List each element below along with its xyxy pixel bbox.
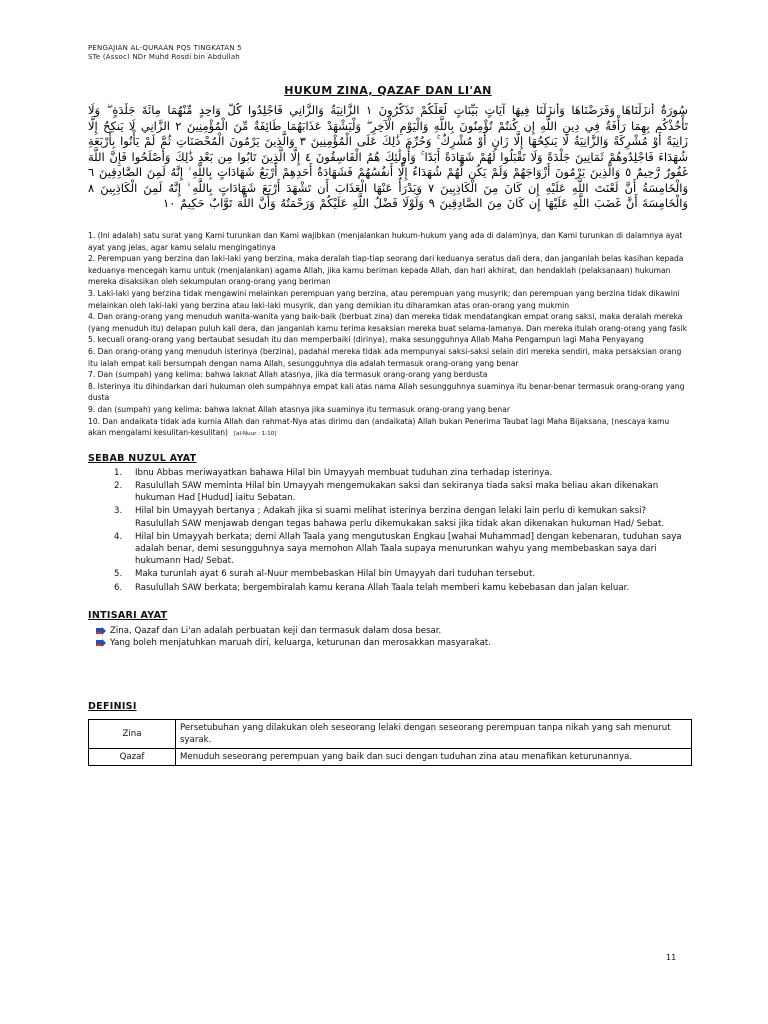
item-text: Rasulullah SAW meminta Hilal bin Umayyah mengemukakan saksi dan sekiranya tiada saksi maka beliau akan dikenakan hukuman Had [Hudud] iaitu Sebatan. — [135, 480, 659, 504]
header-author: STe (Assoc) NDr Muhd Rosdi bin Abdullah — [88, 53, 240, 61]
translation-verse: 2. Perempuan yang berzina dan laki-laki yang berzina, maka deralah tiap-tiap seorang dari keduanya seratus dali dera, dan janganlah belas kasihan kepada keduanya mencegah kamu untuk (menjalankan) agama Allah, jika kamu beriman kepada Allah, dan hari akhirat, dan hendaklah (pelaksanaan) hukuman mereka disaksikan oleh sekumpulan orang-orang yang beriman — [88, 254, 684, 287]
translation-verse: 6. Dan orang-orang yang menuduh isterinya (berzina), padahal mereka tidak ada mempunyai saksi-saksi selain diri mereka sendiri, maka persaksian orang itu ialah empat kali bersumpah dengan nama Allah, sesungguhnya dia adalah termasuk orang-orang yang benar — [88, 346, 682, 368]
list-item — [88, 480, 688, 504]
translation-verse-text: 10. Dan andaikata tidak ada kurnia Allah dan rahmat-Nya atas dirimu dan (andaikata) Allah bukan Penerima Taubat lagi Maha Bijaksana, (nescaya kamu akan mengalami kesulitan-kesulitan) — [88, 416, 670, 438]
term-cell: Qazaf — [89, 748, 176, 765]
sebab-list — [88, 467, 688, 594]
list-item — [88, 467, 688, 479]
header-course: PENGAJIAN AL-QURAAN PQS TINGKATAN 5 — [88, 44, 242, 52]
translation-verse — [88, 416, 688, 441]
item-text: Zina, Qazaf dan Li'an adalah perbuatan keji dan termasuk dalam dosa besar. — [110, 625, 442, 636]
list-item — [88, 582, 688, 594]
item-number: 3. — [114, 506, 123, 517]
list-item — [88, 637, 688, 649]
translation-verse: 8. Isterinya itu dihindarkan dari hukuman oleh sumpahnya empat kali atas nama Allah sesungguhnya suaminya itu benar-benar termasuk orang-orang yang dusta — [88, 381, 685, 403]
page-number: 11 — [666, 953, 677, 962]
definition-cell: Persetubuhan yang dilakukan oleh seseorang lelaki dengan seseorang perempuan tanpa nikah yang sah menurut syarak. — [176, 719, 692, 748]
table-row — [89, 719, 692, 748]
list-item — [88, 568, 688, 580]
translation-block — [88, 230, 688, 441]
item-text: Maka turunlah ayat 6 surah al-Nuur membebaskan Hilal bin Umayyah dari tuduhan tersebut. — [135, 569, 536, 580]
item-text: Yang boleh menjatuhkan maruah diri, keluarga, keturunan dan merosakkan masyarakat. — [110, 637, 491, 648]
arrow-bullet-icon — [96, 627, 106, 635]
translation-verse: 9. dan (sumpah) yang kelima: bahwa laknat Allah atasnya jika suaminya itu termasuk orang-orang yang benar — [88, 404, 510, 414]
item-number: 5. — [114, 569, 123, 580]
translation-verse: 1. (Ini adalah) satu surat yang Kami turunkan dan Kami wajibkan (menjalankan hukum-hukum yang ada di dalam)nya, dan Kami turunkan di dalamnya ayat ayat yang jelas, agar kamu selalu mengingatinya — [88, 231, 683, 252]
running-header — [88, 44, 688, 62]
list-item — [88, 505, 688, 529]
item-text: Ibnu Abbas meriwayatkan bahawa Hilal bin Umayyah membuat tuduhan zina terhadap isterinya. — [135, 467, 553, 478]
item-number: 6. — [114, 582, 123, 593]
term-cell: Zina — [89, 719, 176, 748]
intisari-list — [88, 625, 688, 649]
definisi-section — [88, 701, 688, 766]
item-number: 1. — [114, 467, 123, 478]
translation-verse: 4. Dan orang-orang yang menuduh wanita-wanita yang baik-baik (berbuat zina) dan mereka tidak mendatangkan empat orang saksi, maka deralah mereka (yang menuduh itu) delapan puluh kali dera, dan janganlah kamu terima kesaksian mereka buat selama-lamanya. Dan mereka itulah orang-orang yang fasik — [88, 312, 688, 333]
document-page — [88, 44, 688, 766]
sebab-nuzul-section — [88, 453, 688, 594]
translation-verse: 3. Laki-laki yang berzina tidak mengawini melainkan perempuan yang berzina, atau perempuan yang musyrik; dan perempuan yang berzina tidak dikawini melainkan oleh laki-laki yang berzina atau laki-laki musyrik, dan yang demikian itu diharamkan atas oran-orang yang mukmin — [88, 288, 680, 310]
surah-reference: [al-Nuur : 1-10] — [234, 431, 277, 438]
list-item — [88, 625, 688, 637]
intisari-section — [88, 610, 688, 649]
item-text: Hilal bin Umayyah bertanya ; Adakah jika si suami melihat isterinya berzina dengan lelaki lain perlu di kemukan saksi? Rasulullah SAW menjawab dengan tegas bahawa perlu dikemukakan saksi jika tidak akan dikenakan hukuman Had/ Sebat. — [135, 506, 665, 529]
table-row — [89, 748, 692, 765]
translation-verse: 7. Dan (sumpah) yang kelima: bahwa laknat Allah atasnya, jika dia termasuk orang-orang yang berdusta — [88, 370, 488, 380]
section-heading: DEFINISI — [88, 700, 137, 712]
page-title: HUKUM ZINA, QAZAF DAN LI'AN — [284, 84, 492, 97]
definition-table — [88, 719, 692, 766]
item-number: 4. — [114, 531, 123, 542]
arrow-bullet-icon — [96, 639, 106, 647]
list-item — [88, 531, 688, 568]
item-number: 2. — [114, 480, 123, 491]
item-text: Hilal bin Umayyah berkata; demi Allah Taala yang mengutuskan Engkau [wahai Muhammad] dengan kebenaran, tuduhan saya adalah benar, demi sesungguhnya saya memohon Allah Taala supaya menurunkan wahyu yang membebaskan saya dari hukumann Had/ Sebat. — [135, 531, 682, 567]
translation-verse: 5. kecuali orang-orang yang bertaubat sesudah itu dan memperbaiki (dirinya), maka sesungguhnya Allah Maha Pengampun lagi Maha Penyayang — [88, 335, 644, 345]
section-heading: SEBAB NUZUL AYAT — [88, 452, 197, 464]
section-heading: INTISARI AYAT — [88, 609, 168, 621]
item-text: Rasulullah SAW berkata; bergembiralah kamu kerana Allah Taala telah memberi kamu kebebasan dan jalan keluar. — [135, 582, 630, 593]
arabic-verses: سُورَةٌ أَنزَلْنَاهَا وَفَرَضْنَاهَا وَأَنزَلْنَا فِيهَا آيَاتٍ بَيِّنَاتٍ لَّعَلَّكُمْ تَذَكَّرُونَ ١ الزَّانِيَةُ وَالزَّانِي فَاجْلِدُوا كُلَّ وَاحِدٍ مِّنْهُمَا مِائَةَ جَلْدَةٍ ۖ وَلَا تَأْخُذْكُم بِهِمَا رَأْفَةٌ فِي دِينِ اللَّهِ إِن كُنتُمْ تُؤْمِنُونَ بِاللَّهِ وَالْيَوْمِ الْآخِرِ ۖ وَلْيَشْهَدْ عَذَابَهُمَا طَائِفَةٌ مِّنَ الْمُؤْمِنِينَ ٢ الزَّانِي لَا يَنكِحُ إِلَّا زَانِيَةً أَوْ مُشْرِكَةً وَالزَّانِيَةُ لَا يَنكِحُهَا إِلَّا زَانٍ أَوْ مُشْرِكٌ ۚ وَحُرِّمَ ذَٰلِكَ عَلَى الْمُؤْمِنِينَ ٣ وَالَّذِينَ يَرْمُونَ الْمُحْصَنَاتِ ثُمَّ لَمْ يَأْتُوا بِأَرْبَعَةِ شُهَدَاءَ فَاجْلِدُوهُمْ ثَمَانِينَ جَلْدَةً وَلَا تَقْبَلُوا لَهُمْ شَهَادَةً أَبَدًا ۚ وَأُولَٰئِكَ هُمُ الْفَاسِقُونَ ٤ إِلَّا الَّذِينَ تَابُوا مِن بَعْدِ ذَٰلِكَ وَأَصْلَحُوا فَإِنَّ اللَّهَ غَفُورٌ رَّحِيمٌ ٥ وَالَّذِينَ يَرْمُونَ أَزْوَاجَهُمْ وَلَمْ يَكُن لَّهُمْ شُهَدَاءُ إِلَّا أَنفُسُهُمْ فَشَهَادَةُ أَحَدِهِمْ أَرْبَعُ شَهَادَاتٍ بِاللَّهِ ۙ إِنَّهُ لَمِنَ الصَّادِقِينَ ٦ وَالْخَامِسَةُ أَنَّ لَعْنَتَ اللَّهِ عَلَيْهِ إِن كَانَ مِنَ الْكَاذِبِينَ ٧ وَيَدْرَأُ عَنْهَا الْعَذَابَ أَن تَشْهَدَ أَرْبَعَ شَهَادَاتٍ بِاللَّهِ ۙ إِنَّهُ لَمِنَ الْكَاذِبِينَ ٨ وَالْخَامِسَةَ أَنَّ غَضَبَ اللَّهِ عَلَيْهَا إِن كَانَ مِنَ الصَّادِقِينَ ٩ وَلَوْلَا فَضْلُ اللَّهِ عَلَيْكُمْ وَرَحْمَتُهُ وَأَنَّ اللَّهَ تَوَّابٌ حَكِيمٌ ١٠ — [88, 103, 688, 210]
definition-cell: Menuduh seseorang perempuan yang baik dan suci dengan tuduhan zina atau menafikan keturunannya. — [176, 748, 692, 765]
